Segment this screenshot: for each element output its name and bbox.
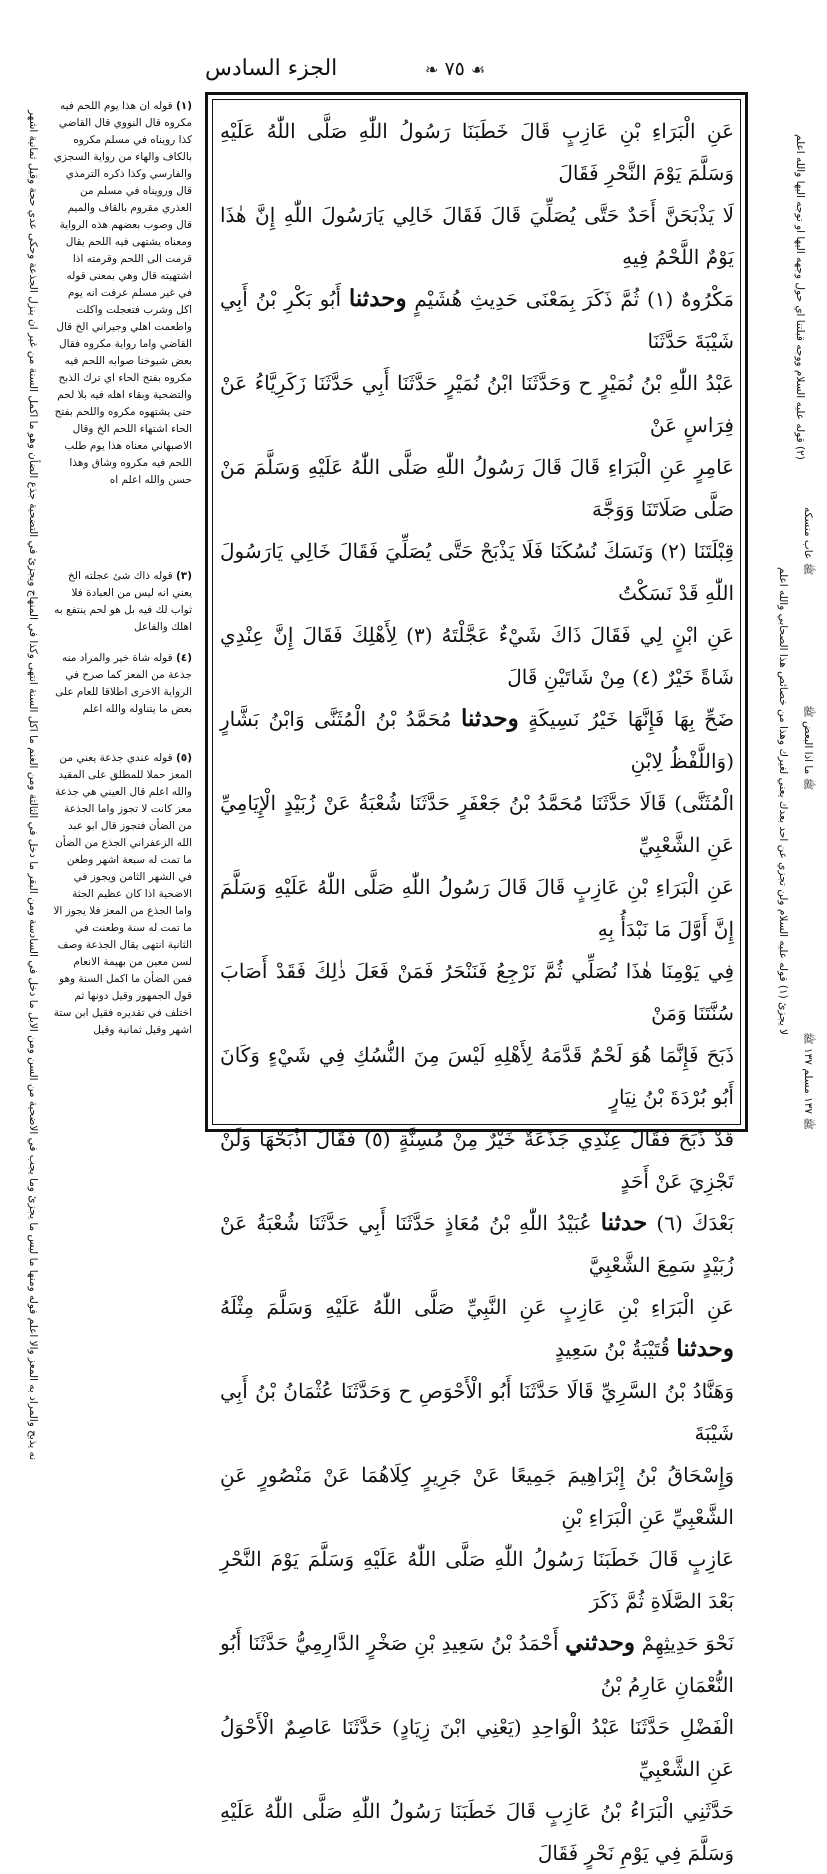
main-text-line: ضَحِّ بِهَا فَإِنَّهَا خَيْرُ نَسِيكَةٍ وحدثنا مُحَمَّدُ بْنُ الْمُثَنَّى وَابْنُ بَشَّارٍ (وَاللَّفْظُ لِابْنِ — [220, 705, 735, 773]
vertical-margin-strip — [22, 110, 46, 1461]
main-text-line: مَكْرُوهٌ (١) ثُمَّ ذَكَرَ بِمَعْنَى حَدِيثِ هُشَيْمٍ وحدثنا أَبُو بَكْرِ بْنُ أَبِي شَيْبَةَ حَدَّثَنَا — [220, 285, 735, 353]
right-margin-note-5: ﷺ ١٣٧ مسلم ١٣٧ ﷺ — [802, 1031, 814, 1130]
main-text-line: عَامِرٍ عَنِ الْبَرَاءِ قَالَ قَالَ رَسُولُ اللّٰهِ صَلَّى اللّٰهُ عَلَيْهِ وَسَلَّمَ مَنْ صَلَّى صَلَاتَنَا وَوَجَّهَ — [220, 455, 735, 521]
page-number: ٧٥ — [444, 58, 465, 80]
main-text-line: عَبْدُ اللّٰهِ بْنُ نُمَيْرٍ ح وَحَدَّثَنَا ابْنُ نُمَيْرٍ حَدَّثَنَا أَبِي حَدَّثَنَا زَكَرِيَّاءُ عَنْ فِرَاسٍ عَنْ — [220, 371, 735, 437]
main-text-line: لَا يَذْبَحَنَّ أَحَدٌ حَتَّى يُصَلِّيَ قَالَ فَقَالَ خَالِي يَارَسُولَ اللّٰهِ إِنَّ هٰذَا يَوْمٌ اللَّحْمُ فِيهِ — [220, 203, 735, 269]
main-text-line: عَنِ ابْنٍ لِي فَقَالَ ذَاكَ شَيْءٌ عَجَّلْتَهُ (٣) لِأَهْلِكَ فَقَالَ إِنَّ عِنْدِي شَاةً خَيْرٌ (٤) مِنْ شَاتَيْنِ قَالَ — [220, 623, 735, 689]
main-text-line: حَدَّثَنِي الْبَرَاءُ بْنُ عَازِبٍ قَالَ خَطَبَنَا رَسُولُ اللّٰهِ صَلَّى اللّٰهُ عَلَيْهِ وَسَلَّمَ فِي يَوْمِ نَحْرٍ فَقَالَ — [220, 1799, 734, 1865]
main-text-line: الْفَضْلِ حَدَّثَنَا عَبْدُ الْوَاحِدِ (يَعْنِي ابْنَ زِيَادٍ) حَدَّثَنَا عَاصِمٌ الْأَحْوَلُ عَنِ الشَّعْبِيِّ — [220, 1715, 735, 1781]
ornament-left-icon: ❧ — [425, 60, 439, 79]
vertical-margin-text: نه يذبح والمراد به المعز والا اعلم فوله ومنها ما ليس ما يجزئ وما يجب في الاضحية من السن ومن الابل ما دخل في السادسة ومن البقر ما دخل في الثالثة ومن الغنم ما اكل السنة انتهى وكذا في المنهاج ويجزئ في التضحية جذع الضأن وهو ما اكمل السنة من غير ان ينزل الجذعة وحكى عدي حجة وقيل ثمانية اشهر — [27, 110, 39, 1461]
main-text-line: وَهَنَّادُ بْنُ السَّرِيِّ قَالَا حَدَّثَنَا أَبُو الْأَحْوَصِ ح وَحَدَّثَنَا عُثْمَانُ بْنُ أَبِي شَيْبَةَ — [220, 1379, 734, 1445]
commentary-column — [52, 98, 192, 1128]
right-margin-note-3: ﷺ ما اذا البعض ﷺ — [802, 704, 814, 790]
commentary-note-text: قوله ان هذا يوم اللحم فيه مكروه قال النووي قال القاضي كذا رويناه في مسلم مكروه بالكاف والهاء من رواية السجزي والفارسي وكذا ذكره الترمذي قال ورويناه في مسلم من العذري مقروم بالقاف والميم قال وصوب بعضهم هذه الرواية ومعناه يشتهى فيه اللحم يقال قرمت الى اللحم وقرمته اذا اشتهيته قال وهي بمعنى قوله في غير مسلم عرفت انه يوم اكل وشرب فتعجلت واكلت واطعمت اهلي وجيراني الخ قال القاضي واما رواية مكروه فقال بعض شيوخنا صوابه اللحم فيه مكروه بفتح الحاء اي ترك الذبح والتضحية وبقاء اهله فيه بلا لحم حتى يشتهوه مكروه واللحم بفتح الحاء اشتهاء اللحم الخ وقال الاصبهاني معناه هذا يوم طلب اللحم فيه مكروه وشاق وهذا حسن والله اعلم اه — [53, 100, 192, 486]
commentary-note-number: (٥) — [175, 752, 192, 764]
main-text-line: قَدْ ذَبَحَ فَقَالَ عِنْدِي جَذَعَةٌ خَيْرٌ مِنْ مُسِنَّةٍ (٥) فَقَالَ اذْبَحْهَا وَلَنْ تَجْزِيَ عَنْ أَحَدٍ — [220, 1127, 735, 1193]
ornament-right-icon: ☙ — [470, 60, 486, 79]
hadith-main-text — [220, 110, 735, 1865]
commentary-note-text: قوله عندي جذعة يعني من المعز حملا للمطلق على المقيد والله اعلم قال العيني هي جذعة معز كانت لا تجوز واما الجذعة من الضأن فتجوز قال ابو عبد الله الزعفراني الجذع من الضأن ما تمت له سبعة اشهر وطعن في الشهر الثامن ويجوز في الاضحية اذا كان عظيم الجثة واما الجذع من المعز فلا يجوز الا ما تمت له سنة وطعنت في الثانية انتهى يقال الجذعة وصف لسن معين من بهيمة الانعام فمن الضأن ما اكمل السنة وهو قول الجمهور وقيل دونها ثم اختلف في تقديره فقيل ابن ستة اشهر وقيل ثمانية وقيل — [53, 752, 192, 1036]
commentary-note — [52, 650, 192, 718]
main-text-line: نَحْوَ حَدِيثِهِمْ وحدثني أَحْمَدُ بْنُ سَعِيدِ بْنِ صَخْرٍ الدَّارِمِيُّ حَدَّثَنَا أَبُو النُّعْمَانِ عَارِمُ بْنُ — [220, 1629, 735, 1697]
right-margin-note-4: لا يجزئ (١) قوله عليه السلام ولن تجزي عن احد بعدك يعني لغيرك وهذا من خصائص هذا الصحابي والله اعلم — [777, 566, 789, 1035]
commentary-note-number: (٣) — [175, 570, 192, 582]
main-text-line: بَعْدَكَ (٦) حدثنا عُبَيْدُ اللّٰهِ بْنُ مُعَاذٍ حَدَّثَنَا أَبِي حَدَّثَنَا شُعْبَةُ عَنْ زُبَيْدٍ سَمِعَ الشَّعْبِيَّ — [220, 1209, 735, 1277]
commentary-note — [52, 750, 192, 1039]
main-text-line: عَازِبٍ قَالَ خَطَبَنَا رَسُولُ اللّٰهِ صَلَّى اللّٰهُ عَلَيْهِ وَسَلَّمَ يَوْمَ النَّحْرِ بَعْدَ الصَّلَاةِ ثُمَّ ذَكَرَ — [220, 1547, 735, 1613]
main-text-line: قِبْلَتَنَا (٢) وَنَسَكَ نُسُكَنَا فَلَا يَذْبَحْ حَتَّى يُصَلِّيَ فَقَالَ خَالِي يَارَسُولَ اللّٰهِ قَدْ نَسَكْتُ — [220, 539, 735, 605]
commentary-note-text: قوله شاة خير والمراد منه جذعة من المعز كما صرح في الرواية الاخرى اطلاقا للعام على بعض ما يتناوله والله اعلم — [55, 652, 192, 715]
main-text-line: وَإِسْحَاقُ بْنُ إِبْرَاهِيمَ جَمِيعًا عَنْ جَرِيرٍ كِلَاهُمَا عَنْ مَنْصُورٍ عَنِ الشَّعْبِيِّ عَنِ الْبَرَاءِ بْنِ — [220, 1463, 735, 1529]
main-text-line: فِي يَوْمِنَا هٰذَا نُصَلِّي ثُمَّ نَرْجِعُ فَنَنْحَرُ فَمَنْ فَعَلَ ذٰلِكَ فَقَدْ أَصَابَ سُنَّتَنَا وَمَنْ — [220, 959, 735, 1025]
main-text-line: عَنِ الْبَرَاءِ بْنِ عَازِبٍ قَالَ قَالَ رَسُولُ اللّٰهِ صَلَّى اللّٰهُ عَلَيْهِ وَسَلَّمَ إِنَّ أَوَّلَ مَا نَبْدَأُ بِهِ — [220, 875, 734, 941]
commentary-note-number: (١) — [175, 100, 192, 112]
page-header — [0, 52, 827, 92]
commentary-note — [52, 98, 192, 489]
main-text-line: ذَبَحَ فَإِنَّمَا هُوَ لَحْمٌ قَدَّمَهُ لِأَهْلِهِ لَيْسَ مِنَ النُّسُكِ فِي شَيْءٍ وَكَانَ أَبُو بُرْدَةَ بْنُ نِيَارٍ — [220, 1043, 734, 1109]
right-margin-note-2: ﷺ عاب منسكه — [802, 506, 814, 575]
main-text-line: الْمُثَنَّى) قَالَا حَدَّثَنَا مُحَمَّدُ بْنُ جَعْفَرٍ حَدَّثَنَا شُعْبَةُ عَنْ زُبَيْدٍ الْإِيَامِيِّ عَنِ الشَّعْبِيِّ — [220, 791, 735, 857]
main-text-line: عَنِ الْبَرَاءِ بْنِ عَازِبٍ عَنِ النَّبِيِّ صَلَّى اللّٰهُ عَلَيْهِ وَسَلَّمَ مِثْلَهُ وحدثنا قُتَيْبَةُ بْنُ سَعِيدٍ — [220, 1295, 735, 1362]
page-number-block — [425, 58, 485, 80]
commentary-note-number: (٤) — [175, 652, 192, 664]
commentary-note — [52, 568, 192, 636]
commentary-note-text: قوله ذاك شئ عجلته الخ يعني انه ليس من العبادة فلا ثواب لك فيه بل هو لحم ينتفع به اهلك والفاعل — [54, 570, 192, 633]
part-title: الجزء السادس — [205, 56, 338, 81]
right-margin-note-1: (٢) قوله عليه السلام ووجه قبلتنا اي حول وجهه اليها او توجه اليها والله اعلم — [794, 134, 806, 460]
main-text-line: عَنِ الْبَرَاءِ بْنِ عَازِبٍ قَالَ خَطَبَنَا رَسُولُ اللّٰهِ صَلَّى اللّٰهُ عَلَيْهِ وَسَلَّمَ يَوْمَ النَّحْرِ فَقَالَ — [220, 119, 735, 185]
